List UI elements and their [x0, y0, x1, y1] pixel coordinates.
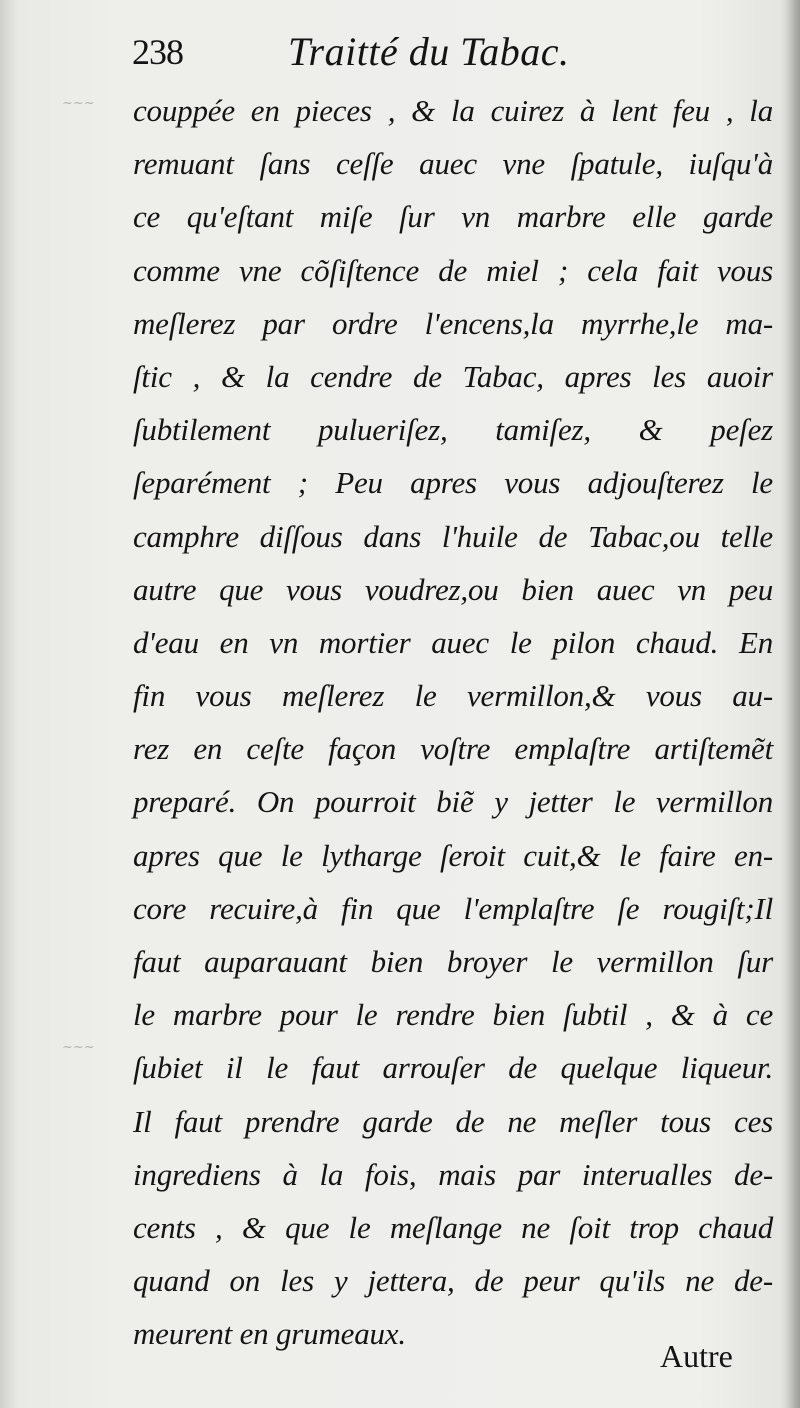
page-edge-shadow: [786, 0, 800, 1408]
text-line: d'eau en vn mortier auec le pilon chaud. En: [133, 624, 773, 660]
body-text: [133, 84, 773, 1361]
text-line: cents , & que le meſlange ne ſoit trop chaud: [133, 1209, 773, 1245]
text-line: apres que le lytharge ſeroit cuit,& le faire en-: [133, 837, 773, 873]
text-line: camphre diſſous dans l'huile de Tabac,ou telle: [133, 518, 773, 554]
text-line: preparé. On pourroit biẽ y jetter le vermillon: [133, 784, 773, 820]
text-line: remuant ſans ceſſe auec vne ſpatule, iuſqu'à: [133, 146, 773, 182]
show-through-text-left-lower: ~~~: [0, 1040, 95, 1055]
text-line: couppée en pieces , & la cuirez à lent feu , la: [133, 93, 773, 128]
text-line: ingrediens à la fois, mais par interualles de-: [133, 1156, 773, 1192]
catchword: Autre: [660, 1338, 733, 1374]
text-line: core recuire,à fin que l'emplaſtre ſe rougiſt;Il: [133, 890, 773, 926]
text-line: ſubtilement pulueriſez, tamiſez, & peſez: [133, 412, 773, 448]
page-header: [132, 24, 762, 84]
text-line: comme vne cõſiſtence de miel ; cela fait vous: [133, 252, 773, 288]
text-line-last: meurent en grumeaux.: [133, 1316, 406, 1352]
text-line: faut auparauant bien broyer le vermillon ſur: [133, 944, 773, 979]
text-line: quand on les y jettera, de peur qu'ils ne de-: [133, 1263, 773, 1299]
text-line: ſeparément ; Peu apres vous adjouſterez le: [133, 465, 773, 501]
text-line: autre que vous voudrez,ou bien auec vn peu: [133, 571, 773, 607]
text-line: Il faut prendre garde de ne meſler tous ces: [133, 1103, 773, 1139]
text-line: rez en ceſte façon voſtre emplaſtre artiſtemẽt: [133, 731, 773, 767]
text-line: meſlerez par ordre l'encens,la myrrhe,le ma-: [133, 305, 773, 341]
text-line: ſtic , & la cendre de Tabac, apres les auoir: [133, 358, 773, 394]
running-title: Traitté du Tabac.: [288, 29, 570, 74]
text-line: le marbre pour le rendre bien ſubtil , & à ce: [133, 997, 773, 1033]
text-line: ce qu'eſtant miſe ſur vn marbre elle garde: [133, 199, 773, 235]
text-line: fin vous meſlerez le vermillon,& vous au-: [133, 678, 773, 714]
show-through-text-left: ~~~: [0, 96, 95, 111]
page-number: 238: [132, 32, 183, 72]
text-line: ſubiet il le faut arrouſer de quelque liqueur.: [133, 1050, 773, 1086]
